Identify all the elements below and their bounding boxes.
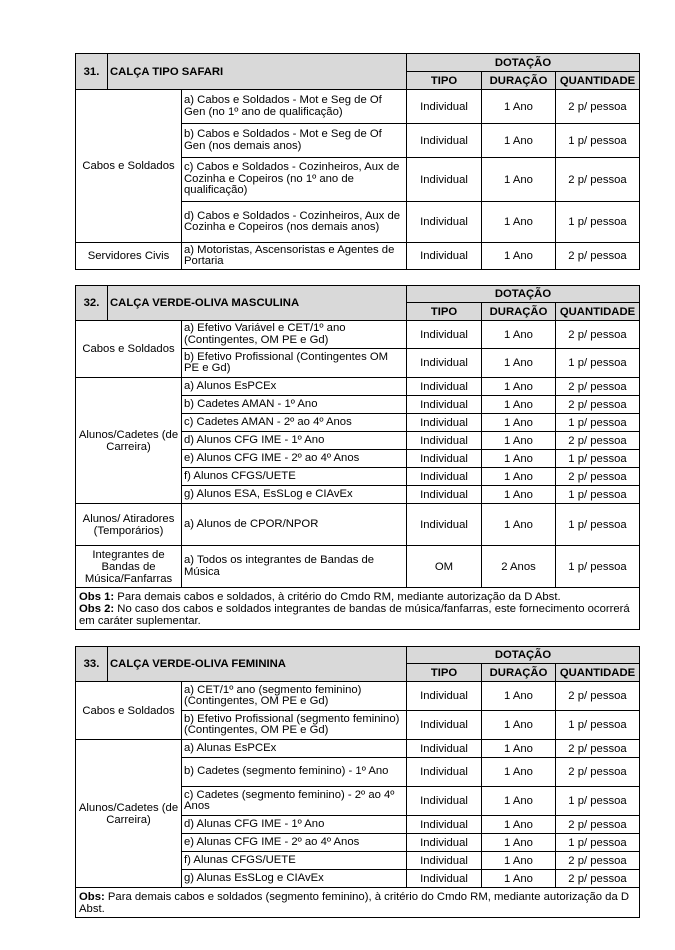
duracao-cell: 1 Ano — [482, 816, 556, 834]
obs1-text: Para demais cabos e soldados, à critério do Cmdo RM, mediante autorização da D Abst. — [114, 590, 561, 603]
quantidade-cell: 1 p/ pessoa — [556, 504, 640, 546]
duracao-cell: 1 Ano — [482, 432, 556, 450]
table-row — [76, 90, 640, 124]
quantidade-cell: 2 p/ pessoa — [556, 468, 640, 486]
table-row — [76, 243, 640, 270]
tipo-cell: Individual — [407, 202, 482, 243]
tipo-cell: Individual — [407, 816, 482, 834]
obs-row — [76, 888, 640, 918]
header-duracao: DURAÇÃO — [482, 303, 556, 321]
quantidade-cell: 1 p/ pessoa — [556, 834, 640, 852]
item-cell: c) Cadetes AMAN - 2º ao 4º Anos — [182, 414, 407, 432]
obs-cell — [76, 588, 640, 630]
tipo-cell: Individual — [407, 321, 482, 349]
table-calca-verde-oliva-feminina — [75, 646, 640, 918]
item-cell: a) Alunas EsPCEx — [182, 740, 407, 758]
quantidade-cell: 1 p/ pessoa — [556, 787, 640, 816]
table-row — [76, 321, 640, 349]
tipo-cell: Individual — [407, 486, 482, 504]
tipo-cell: Individual — [407, 349, 482, 378]
tipo-cell: Individual — [407, 870, 482, 888]
header-tipo: TIPO — [407, 664, 482, 682]
quantidade-cell: 1 p/ pessoa — [556, 202, 640, 243]
duracao-cell: 1 Ano — [482, 321, 556, 349]
table-calca-verde-oliva-masculina — [75, 285, 640, 630]
quantidade-cell: 1 p/ pessoa — [556, 124, 640, 158]
quantidade-cell: 2 p/ pessoa — [556, 852, 640, 870]
table-row — [76, 682, 640, 711]
item-cell: a) Motoristas, Ascensoristas e Agentes de Portaria — [182, 243, 407, 270]
section-number: 33. — [76, 647, 108, 682]
quantidade-cell: 2 p/ pessoa — [556, 243, 640, 270]
header-quantidade: QUANTIDADE — [556, 664, 640, 682]
duracao-cell: 1 Ano — [482, 870, 556, 888]
item-cell: a) CET/1º ano (segmento feminino) (Contingentes, OM PE e Gd) — [182, 682, 407, 711]
item-cell: g) Alunos ESA, EsSLog e CIAvEx — [182, 486, 407, 504]
quantidade-cell: 1 p/ pessoa — [556, 546, 640, 588]
tipo-cell: Individual — [407, 758, 482, 787]
category-cell: Alunos/Cadetes (de Carreira) — [76, 378, 182, 504]
quantidade-cell: 1 p/ pessoa — [556, 349, 640, 378]
duracao-cell: 1 Ano — [482, 740, 556, 758]
section-title: CALÇA VERDE-OLIVA FEMININA — [108, 647, 407, 682]
obs1-label: Obs 1: — [79, 590, 115, 603]
tipo-cell: Individual — [407, 834, 482, 852]
item-cell: g) Alunas EsSLog e CIAvEx — [182, 870, 407, 888]
quantidade-cell: 2 p/ pessoa — [556, 816, 640, 834]
duracao-cell: 1 Ano — [482, 504, 556, 546]
quantidade-cell: 2 p/ pessoa — [556, 158, 640, 202]
duracao-cell: 1 Ano — [482, 124, 556, 158]
item-cell: a) Alunos de CPOR/NPOR — [182, 504, 407, 546]
tipo-cell: Individual — [407, 504, 482, 546]
category-cell: Integrantes de Bandas de Música/Fanfarras — [76, 546, 182, 588]
item-cell: f) Alunos CFGS/UETE — [182, 468, 407, 486]
quantidade-cell: 2 p/ pessoa — [556, 396, 640, 414]
header-dotacao: DOTAÇÃO — [407, 286, 640, 303]
item-cell: b) Efetivo Profissional (Contingentes OM PE e Gd) — [182, 349, 407, 378]
item-cell: a) Alunos EsPCEx — [182, 378, 407, 396]
tipo-cell: Individual — [407, 852, 482, 870]
header-dotacao: DOTAÇÃO — [407, 647, 640, 664]
section-number: 32. — [76, 286, 108, 321]
obs-cell — [76, 888, 640, 918]
duracao-cell: 1 Ano — [482, 414, 556, 432]
duracao-cell: 1 Ano — [482, 202, 556, 243]
duracao-cell: 1 Ano — [482, 758, 556, 787]
tipo-cell: Individual — [407, 90, 482, 124]
header-quantidade: QUANTIDADE — [556, 72, 640, 90]
duracao-cell: 1 Ano — [482, 243, 556, 270]
duracao-cell: 1 Ano — [482, 450, 556, 468]
table-row — [76, 740, 640, 758]
tipo-cell: Individual — [407, 158, 482, 202]
obs2-label: Obs 2: — [79, 602, 115, 615]
header-dotacao: DOTAÇÃO — [407, 54, 640, 72]
header-tipo: TIPO — [407, 303, 482, 321]
duracao-cell: 1 Ano — [482, 158, 556, 202]
header-duracao: DURAÇÃO — [482, 664, 556, 682]
duracao-cell: 1 Ano — [482, 711, 556, 740]
item-cell: b) Cadetes (segmento feminino) - 1º Ano — [182, 758, 407, 787]
header-tipo: TIPO — [407, 72, 482, 90]
quantidade-cell: 2 p/ pessoa — [556, 740, 640, 758]
quantidade-cell: 1 p/ pessoa — [556, 486, 640, 504]
duracao-cell: 1 Ano — [482, 834, 556, 852]
section-title: CALÇA TIPO SAFARI — [108, 54, 407, 90]
table-row — [76, 378, 640, 396]
header-duracao: DURAÇÃO — [482, 72, 556, 90]
duracao-cell: 1 Ano — [482, 852, 556, 870]
tipo-cell: Individual — [407, 378, 482, 396]
tipo-cell: Individual — [407, 432, 482, 450]
quantidade-cell: 2 p/ pessoa — [556, 682, 640, 711]
tipo-cell: Individual — [407, 468, 482, 486]
item-cell: c) Cabos e Soldados - Cozinheiros, Aux de Cozinha e Copeiros (no 1º ano de qualificação) — [182, 158, 407, 202]
duracao-cell: 1 Ano — [482, 486, 556, 504]
tipo-cell: OM — [407, 546, 482, 588]
quantidade-cell: 2 p/ pessoa — [556, 378, 640, 396]
quantidade-cell: 2 p/ pessoa — [556, 432, 640, 450]
table-row — [76, 504, 640, 546]
item-cell: e) Alunos CFG IME - 2º ao 4º Anos — [182, 450, 407, 468]
item-cell: b) Efetivo Profissional (segmento feminino) (Contingentes, OM PE e Gd) — [182, 711, 407, 740]
tipo-cell: Individual — [407, 682, 482, 711]
obs-row — [76, 588, 640, 630]
item-cell: b) Cabos e Soldados - Mot e Seg de Of Gen (nos demais anos) — [182, 124, 407, 158]
item-cell: a) Efetivo Variável e CET/1º ano (Contingentes, OM PE e Gd) — [182, 321, 407, 349]
item-cell: e) Alunas CFG IME - 2º ao 4º Anos — [182, 834, 407, 852]
quantidade-cell: 2 p/ pessoa — [556, 870, 640, 888]
category-cell: Alunos/ Atiradores (Temporários) — [76, 504, 182, 546]
duracao-cell: 1 Ano — [482, 396, 556, 414]
header-quantidade: QUANTIDADE — [556, 303, 640, 321]
table-row — [76, 546, 640, 588]
item-cell: a) Todos os integrantes de Bandas de Música — [182, 546, 407, 588]
item-cell: d) Alunas CFG IME - 1º Ano — [182, 816, 407, 834]
tipo-cell: Individual — [407, 787, 482, 816]
quantidade-cell: 2 p/ pessoa — [556, 321, 640, 349]
obs-label: Obs: — [79, 890, 105, 903]
item-cell: d) Cabos e Soldados - Cozinheiros, Aux de Cozinha e Copeiros (nos demais anos) — [182, 202, 407, 243]
quantidade-cell: 1 p/ pessoa — [556, 414, 640, 432]
duracao-cell: 1 Ano — [482, 468, 556, 486]
item-cell: d) Alunos CFG IME - 1º Ano — [182, 432, 407, 450]
tipo-cell: Individual — [407, 124, 482, 158]
category-cell: Cabos e Soldados — [76, 90, 182, 243]
tipo-cell: Individual — [407, 711, 482, 740]
obs2-text: No caso dos cabos e soldados integrantes de bandas de música/fanfarras, este fornecimento ocorrerá em caráter suplementar. — [79, 602, 630, 627]
duracao-cell: 2 Anos — [482, 546, 556, 588]
tipo-cell: Individual — [407, 243, 482, 270]
tipo-cell: Individual — [407, 396, 482, 414]
duracao-cell: 1 Ano — [482, 90, 556, 124]
category-cell: Cabos e Soldados — [76, 682, 182, 740]
item-cell: a) Cabos e Soldados - Mot e Seg de Of Gen (no 1º ano de qualificação) — [182, 90, 407, 124]
section-title: CALÇA VERDE-OLIVA MASCULINA — [108, 286, 407, 321]
tipo-cell: Individual — [407, 450, 482, 468]
quantidade-cell: 1 p/ pessoa — [556, 711, 640, 740]
item-cell: c) Cadetes (segmento feminino) - 2º ao 4º Anos — [182, 787, 407, 816]
quantidade-cell: 1 p/ pessoa — [556, 450, 640, 468]
tipo-cell: Individual — [407, 740, 482, 758]
duracao-cell: 1 Ano — [482, 349, 556, 378]
obs-text: Para demais cabos e soldados (segmento feminino), à critério do Cmdo RM, mediante autorização da D Abst. — [79, 890, 630, 915]
table-calca-tipo-safari — [75, 53, 640, 270]
category-cell: Alunos/Cadetes (de Carreira) — [76, 740, 182, 888]
duracao-cell: 1 Ano — [482, 682, 556, 711]
quantidade-cell: 2 p/ pessoa — [556, 90, 640, 124]
item-cell: b) Cadetes AMAN - 1º Ano — [182, 396, 407, 414]
item-cell: f) Alunas CFGS/UETE — [182, 852, 407, 870]
duracao-cell: 1 Ano — [482, 787, 556, 816]
category-cell: Cabos e Soldados — [76, 321, 182, 378]
quantidade-cell: 2 p/ pessoa — [556, 758, 640, 787]
duracao-cell: 1 Ano — [482, 378, 556, 396]
tipo-cell: Individual — [407, 414, 482, 432]
category-cell: Servidores Civis — [76, 243, 182, 270]
section-number: 31. — [76, 54, 108, 90]
